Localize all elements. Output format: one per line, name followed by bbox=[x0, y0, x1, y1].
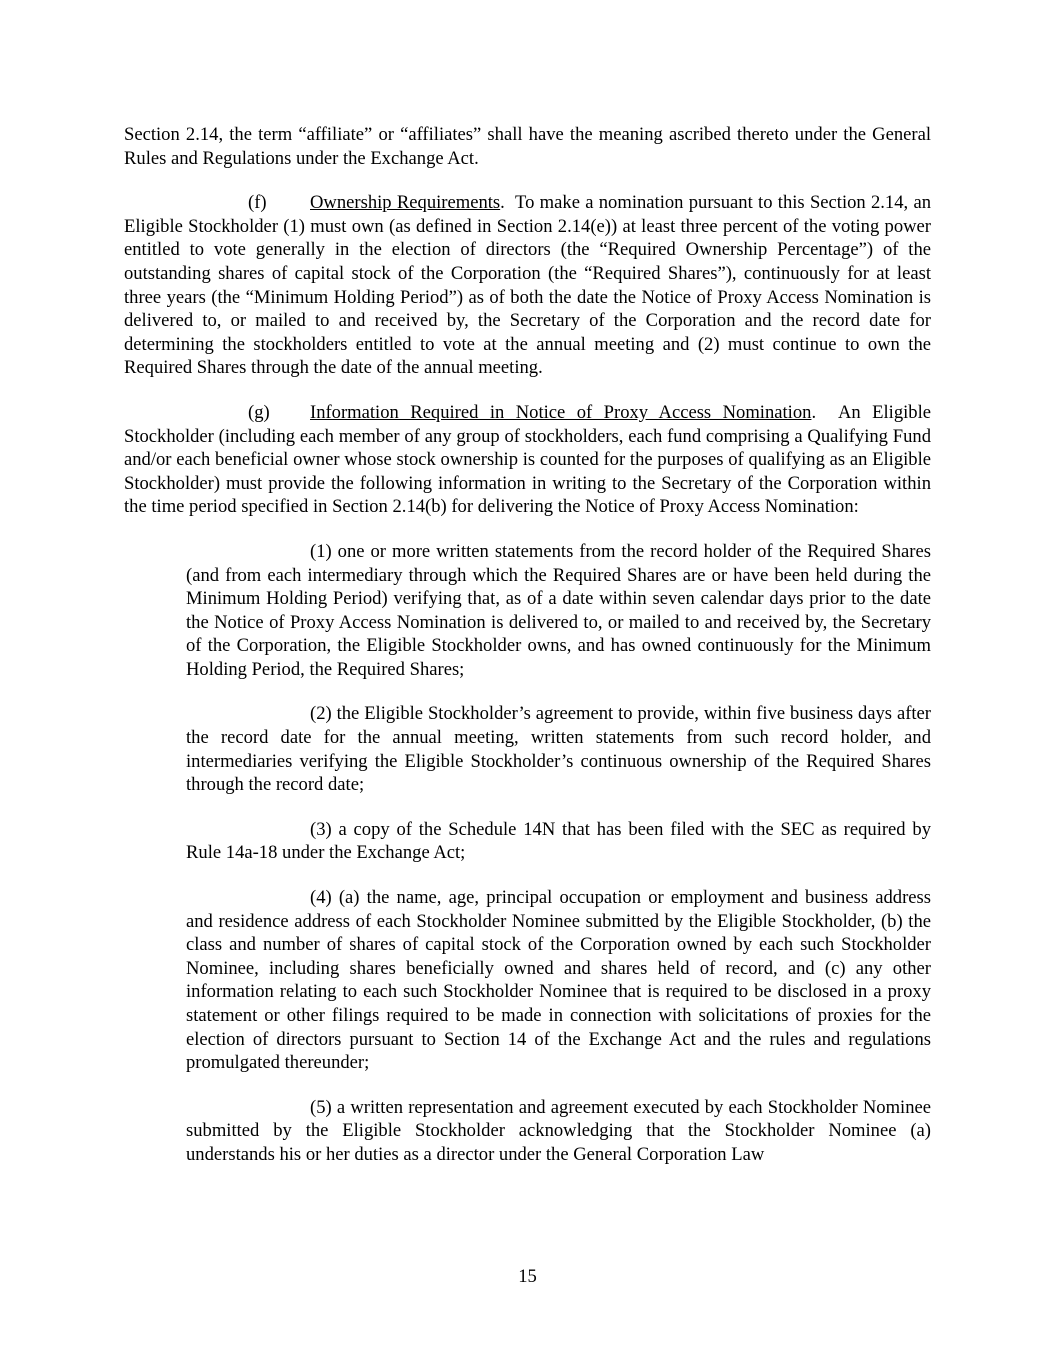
paragraph-gap bbox=[124, 1075, 931, 1096]
paragraph-gap bbox=[124, 519, 931, 540]
paragraph-affiliate-definition: Section 2.14, the term “affiliate” or “affiliates” shall have the meaning ascribed thereto under the General Rules and Regulations under the Exchange Act. bbox=[124, 124, 931, 169]
list-item-5: (5) a written representation and agreement executed by each Stockholder Nominee submitted by the Eligible Stockholder acknowledging that the Stockholder Nominee (a) understands his or her duties as a director under the General Corporation Law bbox=[186, 1096, 931, 1165]
paragraph-gap bbox=[124, 170, 931, 191]
section-heading: Information Required in Notice of Proxy Access Nomination bbox=[310, 401, 812, 423]
list-item-1: (1) one or more written statements from the record holder of the Required Shares (and from each intermediary through which the Required Shares are or have been held during the Minimum Holding Period) verifying that, as of a date within seven calendar days prior to the date the Notice of Proxy Access Nomination is delivered to, or mailed to and received by, the Secretary of the Corporation, the Eligible Stockholder owns, and has owned continuously for the Minimum Holding Period, the Required Shares; bbox=[186, 540, 931, 680]
heading-punctuation: . bbox=[811, 401, 817, 423]
section-heading: Ownership Requirements bbox=[310, 192, 501, 214]
list-item-4: (4) (a) the name, age, principal occupation or employment and business address and residence address of each Stockholder Nominee submitted by the Eligible Stockholder, (b) the class and number of shares of capital stock of the Corporation owned by each such Stockholder Nominee, including shares beneficially owned and shares held of record, and (c) any other information relating to each such Stockholder Nominee that is required to be disclosed in a proxy statement or other filings required to be made in connection with solicitations of proxies for the election of directors pursuant to Section 14 of the Exchange Act and the rules and regulations promulgated thereunder; bbox=[186, 887, 931, 1074]
paragraph-gap bbox=[124, 380, 931, 401]
paragraph-f-ownership-requirements bbox=[124, 191, 931, 380]
paragraph-gap bbox=[124, 681, 931, 702]
paragraph-body: To make a nomination pursuant to this Section 2.14, an Eligible Stockholder (1) must own (as defined in Section 2.14(e)) at least three percent of the voting power entitled to vote generally in the election of directors (the “Required Ownership Percentage”) of the outstanding shares of capital stock of the Corporation (the “Required Shares”), continuously for at least three years (the “Minimum Holding Period”) as of both the date the Notice of Proxy Access Nomination is delivered to, or mailed to and received by, the Secretary of the Corporation and the record date for determining the stockholders entitled to vote at the annual meeting and (2) must continue to own the Required Shares through the date of the annual meeting. bbox=[124, 192, 932, 379]
list-item-2: (2) the Eligible Stockholder’s agreement to provide, within five business days after the record date for the annual meeting, written statements from such record holder, and intermediaries verifying the Eligible Stockholder’s continuous ownership of the Required Shares through the record date; bbox=[186, 703, 931, 796]
document-page bbox=[124, 123, 931, 1167]
paragraph-label: (g) bbox=[248, 401, 270, 423]
paragraph-g-information-required bbox=[124, 401, 931, 519]
paragraph-gap bbox=[124, 797, 931, 818]
paragraph-gap bbox=[124, 865, 931, 886]
page-number: 15 bbox=[518, 1266, 537, 1287]
paragraph-label: (f) bbox=[248, 192, 267, 214]
list-item-3: (3) a copy of the Schedule 14N that has been filed with the SEC as required by Rule 14a-18 under the Exchange Act; bbox=[186, 818, 931, 864]
heading-punctuation: . bbox=[500, 192, 505, 214]
paragraph-body: An Eligible Stockholder (including each member of any group of stockholders, each fund comprising a Qualifying Fund and/or each beneficial owner whose stock ownership is counted for the purposes of qualifying as an Eligible Stockholder) must provide the following information in writing to the Secretary of the Corporation within the time period specified in Section 2.14(b) for delivering the Notice of Proxy Access Nomination: bbox=[124, 401, 932, 518]
